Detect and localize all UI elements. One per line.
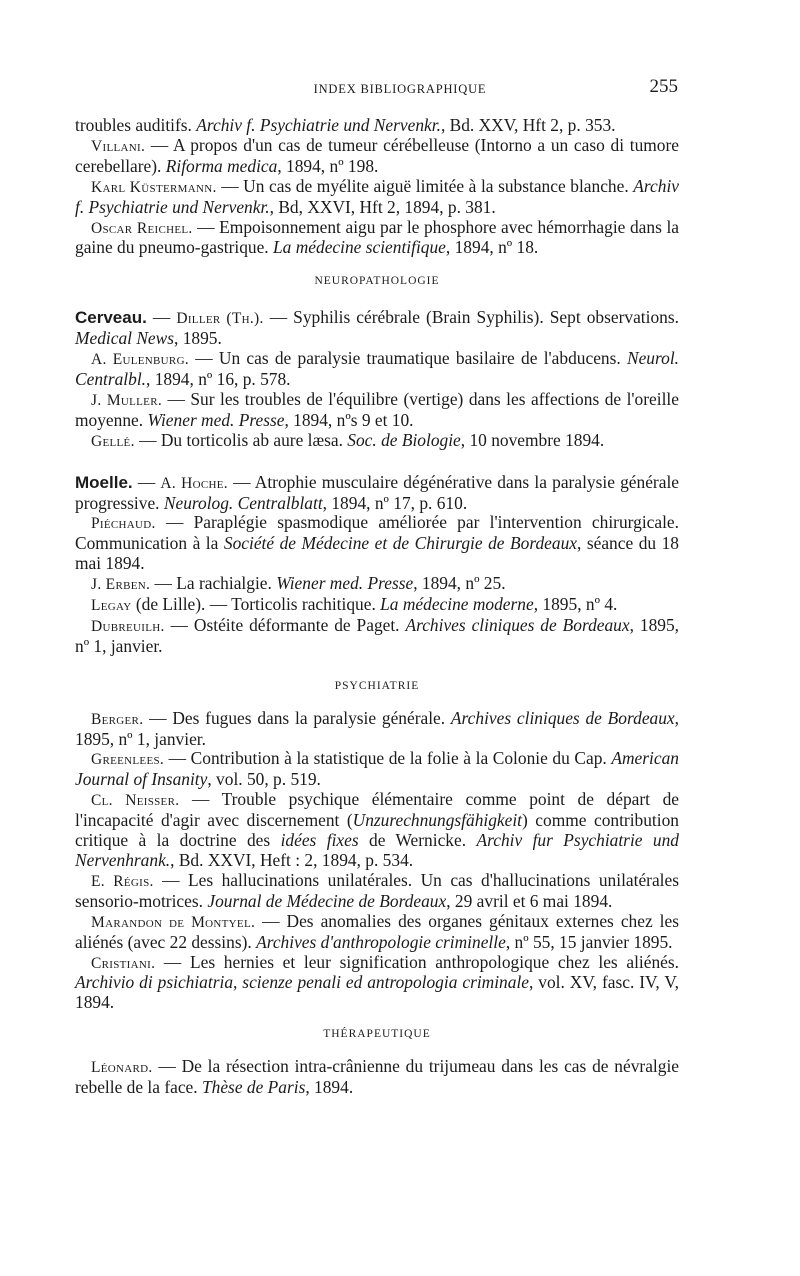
journal-title: Archiv fur Psychiatrie und Nervenhrank. [75, 830, 679, 870]
bib-entry-erben: J. Erben. — La rachialgie. Wiener med. Presse, 1894, nº 25. [91, 573, 506, 594]
author-name: A. Hoche. [160, 474, 228, 492]
journal-title: Archives cliniques de Bordeaux [405, 614, 630, 635]
running-title: INDEX BIBLIOGRAPHIQUE [313, 82, 487, 96]
page-body [75, 116, 679, 1098]
bib-entry-greenlees: Greenlees. — Contribution à la statistique de la folie à la Colonie du Cap. American Journal of Insanity, vol. 50, p. 519. [75, 748, 679, 790]
journal-title: Neurolog. Centralblatt [163, 492, 323, 513]
bib-entry-leonard: Léonard. — De la résection intra-crânienne du trijumeau dans les cas de névralgie rebelle de la face. Thèse de Paris, 1894. [75, 1056, 679, 1098]
bib-entry-kustermann: Karl Küstermann. — Un cas de myélite aiguë limitée à la substance blanche. Archiv f. Psychiatrie und Nervenkr., Bd, XXVI, Hft 2, 1894, p. 381. [75, 175, 679, 217]
journal-title: American Journal of Insanity [75, 748, 679, 790]
bib-entry-regis: E. Régis. — Les hallucinations unilatérales. Un cas d'hallucinations unilatérales sensorio-motrices. Journal de Médecine de Bordeaux, 29 avril et 6 mai 1894. [75, 869, 679, 911]
subsection-heading-cerveau: Cerveau. [75, 308, 147, 328]
section-title-psychiatrie: PSYCHIATRIE [334, 679, 420, 692]
author-name: Cl. Neisser. [91, 792, 180, 810]
bib-entry-villani: Villani. — A propos d'un cas de tumeur cérébelleuse (Intorno a un caso di tumore cerebellare). Riforma medica, 1894, nº 198. [75, 134, 679, 176]
bib-entry-cristiani: Cristiani. — Les hernies et leur signification anthropologique chez les aliénés. Archivio di psichiatria, scienze penali ed antropologia criminale, vol. XV, fasc. IV, V, 1894. [75, 951, 679, 1013]
author-name: Gellé. [91, 432, 135, 450]
author-name: Marandon de Montyel. [91, 913, 256, 931]
bib-entry-marandon: Marandon de Montyel. — Des anomalies des organes génitaux externes chez les aliénés (avec 22 dessins). Archives d'anthropologie criminelle, nº 55, 15 janvier 1895. [75, 910, 679, 952]
journal-title: Neurol. Centralbl. [75, 348, 679, 389]
author-name: E. Régis. [91, 872, 154, 890]
bib-entry-neisser: Cl. Neisser. — Trouble psychique élémentaire comme point de départ de l'incapacité d'agir avec discernement (Unzurechnungsfähigkeit) comme contribution critique à la doctrine des idées fixes de Wernicke. Archiv fur Psychiatrie und Nervenhrank., Bd. XXVI, Heft : 2, 1894, p. 534. [75, 789, 679, 870]
author-name: Dubreuilh. [91, 617, 165, 635]
journal-title: Medical News [75, 328, 175, 349]
bib-entry-piechaud: Piéchaud. — Paraplégie spasmodique améliorée par l'intervention chirurgicale. Communication à la Société de Médecine et de Chirurgie de Bordeaux, séance du 18 mai 1894. [75, 512, 679, 574]
bib-entry-dubreuilh: Dubreuilh. — Ostéite déformante de Paget. Archives cliniques de Bordeaux, 1895, nº 1, janvier. [75, 614, 680, 656]
section-title-therapeutique: THÉRAPEUTIQUE [323, 1028, 431, 1041]
bib-entry-gelle: Gellé. — Du torticolis ab aure læsa. Soc. de Biologie, 10 novembre 1894. [91, 429, 605, 450]
author-name: Cristiani. [91, 954, 156, 972]
foreign-term: Unzurechnungsfähigkeit [352, 810, 523, 831]
bib-entry-legay: Legay (de Lille). — Torticolis rachitique. La médecine moderne, 1895, nº 4. [91, 594, 618, 615]
journal-title: Riforma medica [165, 155, 278, 176]
author-name: J. Muller. [91, 391, 163, 409]
bib-entry-muller: J. Muller. — Sur les troubles de l'équilibre (vertige) dans les affections de l'oreille moyenne. Wiener med. Presse, 1894, nºs 9 et 10. [75, 388, 679, 430]
journal-title: Wiener med. Presse [276, 573, 414, 594]
subsection-heading-moelle: Moelle. [75, 472, 133, 492]
journal-title: Soc. de Biologie [347, 429, 461, 450]
author-name: J. Erben. [91, 576, 151, 594]
author-name: Greenlees. [91, 751, 165, 769]
author-name: Diller (Th.). [176, 310, 264, 328]
journal-title: Archives cliniques de Bordeaux [450, 707, 675, 728]
journal-title: Wiener med. Presse [147, 409, 285, 430]
bib-entry-hoche: Moelle. — A. Hoche. — Atrophie musculaire dégénérative dans la paralysie générale progressive. Neurolog. Centralblatt, 1894, nº 17, p. 610. [75, 471, 679, 513]
journal-title: La médecine scientifique [273, 237, 446, 258]
bib-entry-berger: Berger. — Des fugues dans la paralysie générale. Archives cliniques de Bordeaux, 1895, nº 1, janvier. [75, 707, 680, 749]
author-name: Piéchaud. [91, 515, 156, 533]
bib-entry-eulenburg: A. Eulenburg. — Un cas de paralysie traumatique basilaire de l'abducens. Neurol. Centralbl., 1894, nº 16, p. 578. [75, 348, 679, 389]
author-name: Villani. [91, 137, 146, 155]
page-number: 255 [649, 76, 678, 97]
emphasized-term: idées fixes [280, 830, 359, 851]
journal-title: La médecine moderne [380, 594, 534, 615]
journal-title: Société de Médecine et de Chirurgie de Bordeaux [223, 533, 577, 554]
journal-title: Archives d'anthropologie criminelle [256, 931, 506, 952]
bib-entry-reichel: Oscar Reichel. — Empoisonnement aigu par le phosphore avec hémorrhagie dans la gaine du pneumo-gastrique. La médecine scientifique, 1894, nº 18. [75, 216, 679, 258]
author-name: Léonard. [91, 1059, 153, 1077]
journal-title: Archiv f. Psychiatrie und Nervenkr. [196, 115, 441, 135]
section-title-neuropathologie: NEUROPATHOLOGIE [314, 275, 440, 288]
journal-title: Archiv f. Psychiatrie und Nervenkr. [75, 175, 679, 217]
author-name: A. Eulenburg. [91, 351, 189, 369]
author-name: Oscar Reichel. [91, 219, 193, 237]
journal-title: Thèse de Paris [201, 1077, 306, 1098]
author-name: Karl Küstermann. [91, 178, 217, 196]
continuation-entry: troubles auditifs. Archiv f. Psychiatrie und Nervenkr., Bd. XXV, Hft 2, p. 353. [75, 115, 616, 135]
page-header [0, 76, 800, 100]
journal-title: Journal de Médecine de Bordeaux [207, 890, 447, 911]
author-name: Berger. [91, 710, 144, 728]
bib-entry-diller: Cerveau. — Diller (Th.). — Syphilis cérébrale (Brain Syphilis). Sept observations. Medical News, 1895. [75, 307, 679, 349]
journal-title: Archivio di psichiatria, scienze penali ed antropologia criminale [75, 972, 529, 993]
author-name: Legay [91, 597, 132, 615]
